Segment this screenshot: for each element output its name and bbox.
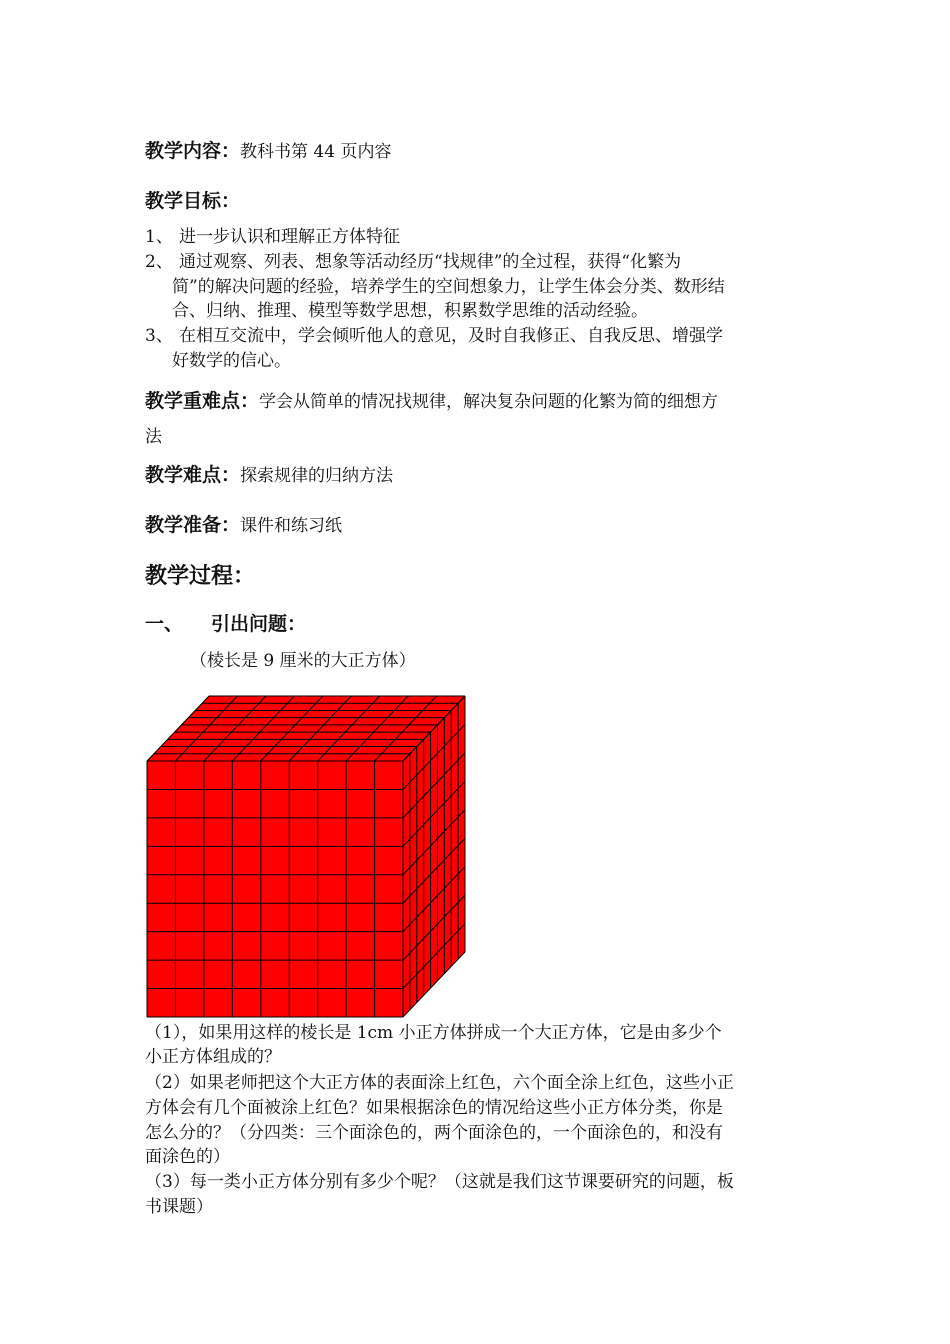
goal-text: 简”的解决问题的经验，培养学生的空间想象力，让学生体会分类、数形结: [172, 277, 725, 297]
goal-text: 在相互交流中，学会倾听他人的意见，及时自我修正、自我反思、增强学: [179, 326, 723, 346]
content-label: 教学内容：: [145, 140, 241, 162]
question-line: （2）如果老师把这个大正方体的表面涂上红色，六个面全涂上红色，这些小正: [145, 1073, 734, 1093]
goal-item-2: [145, 250, 681, 274]
key-points-text: 学会从简单的情况找规律，解决复杂问题的化繁为简的细想方: [259, 392, 719, 412]
goal-item-3: [145, 324, 723, 348]
content-line: [145, 139, 391, 164]
goal-num: 2、: [145, 252, 173, 272]
difficulty-text: 探索规律的归纳方法: [240, 466, 394, 486]
goal-text: 通过观察、列表、想象等活动经历“找规律”的全过程，获得“化繁为: [179, 252, 682, 272]
key-points-line: [145, 389, 718, 414]
cube-figure: [145, 694, 467, 1020]
goal-item-1: [145, 225, 400, 249]
goal-num: 1、: [145, 227, 173, 247]
goal-text: 好数学的信心。: [172, 351, 291, 371]
cube-front-face: [147, 761, 403, 1017]
question-line: 方体会有几个面被涂上红色？如果根据涂色的情况给这些小正方体分类，你是: [145, 1098, 723, 1118]
difficulty-line: [145, 463, 393, 488]
preparation-line: [145, 513, 342, 538]
key-points-label: 教学重难点：: [145, 390, 260, 412]
difficulty-label: 教学难点：: [145, 464, 241, 486]
section1-title: 引出问题：: [211, 613, 307, 635]
key-points-text-cont: 法: [145, 427, 162, 447]
question-line: 怎么分的？（分四类：三个面涂色的，两个面涂色的，一个面涂色的，和没有: [145, 1123, 723, 1143]
question-line: 小正方体组成的？: [145, 1047, 281, 1067]
question-line: （1），如果用这样的棱长是 1cm 小正方体拼成一个大正方体，它是由多少个: [145, 1023, 722, 1043]
cube-illustration: [145, 694, 467, 1020]
question-line: （3）每一类小正方体分别有多少个呢？（这就是我们这节课要研究的问题，板: [145, 1172, 734, 1192]
process-title: 教学过程：: [145, 564, 256, 589]
question-line: 书课题）: [145, 1197, 213, 1217]
goal-text: 进一步认识和理解正方体特征: [179, 227, 400, 247]
question-line: 面涂色的）: [145, 1147, 230, 1167]
preparation-text: 课件和练习纸: [240, 516, 343, 536]
content-text: 教科书第 44 页内容: [240, 142, 392, 162]
goal-num: 3、: [145, 326, 173, 346]
section1-num: 一、: [145, 613, 184, 635]
goals-label: 教学目标：: [145, 190, 241, 212]
goal-text: 合、归纳、推理、模型等数学思想，积累数学思维的活动经验。: [172, 301, 648, 321]
section1-heading: [145, 612, 306, 636]
cube-caption: （棱长是 9 厘米的大正方体）: [190, 651, 416, 671]
preparation-label: 教学准备：: [145, 514, 241, 536]
